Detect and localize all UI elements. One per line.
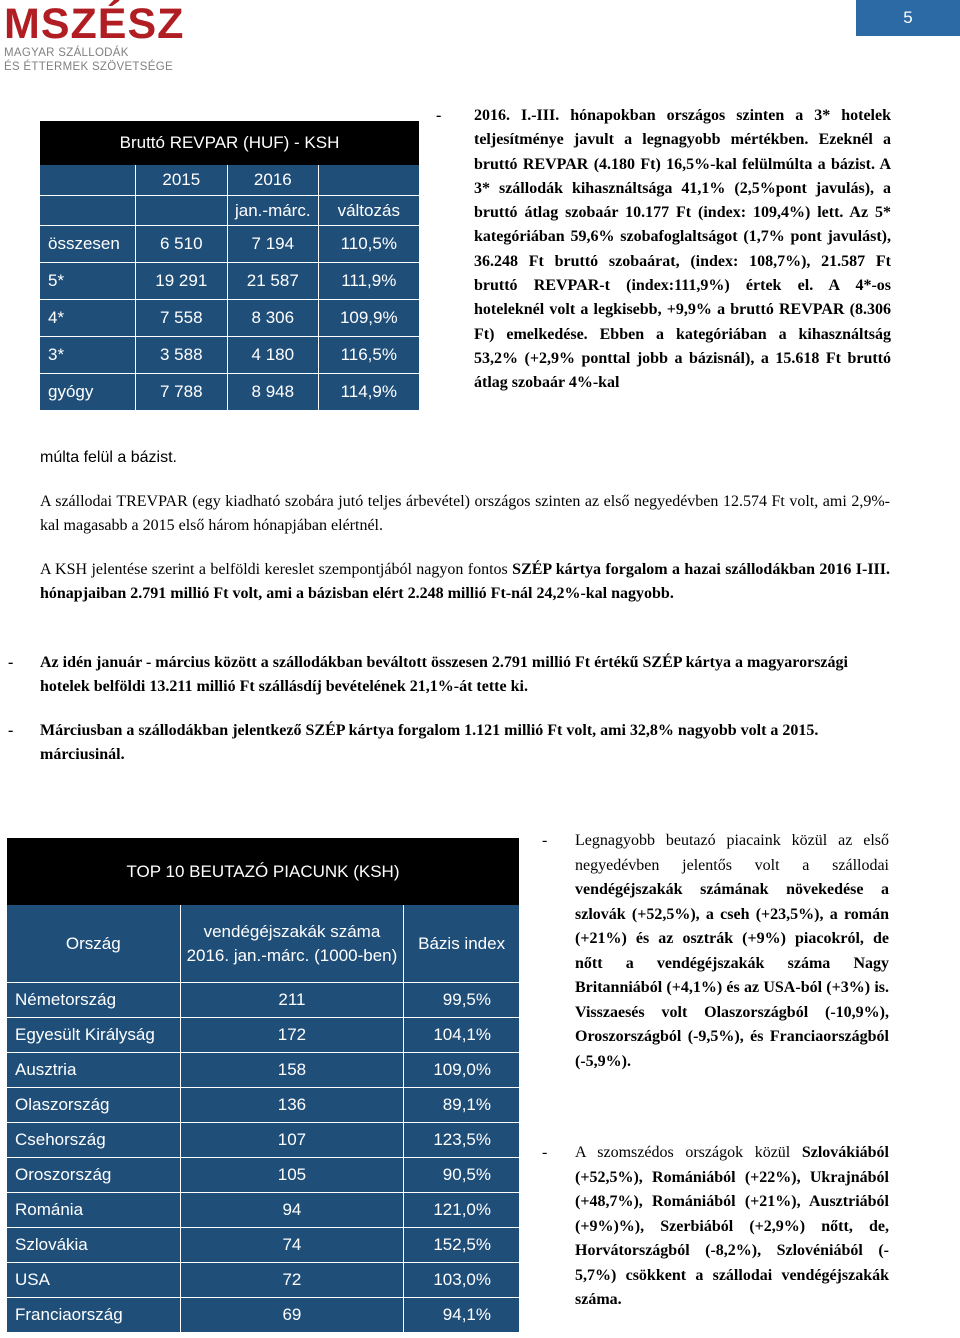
table-cell: 6 510: [136, 226, 229, 262]
row-label: 4*: [40, 300, 136, 336]
table-cell: 152,5%: [433, 1235, 491, 1254]
bullet-text: 2016. I.-III. hónapokban országos szinten a 3* hotelek teljesítménye javult a legnagyobb mértékben. Ezeknél a bruttó REVPAR (4.180 Ft) 16,5%-kal felülmúlta a bázist. A 3* szállodák kihasználtsága 41,1% (2,5%pont javulás), a bruttó átlag szobaár 10.177 Ft (index: 109,4%) lett. Az 5* kategóriában 59,6% szobafoglaltságot (1,7% pont javulást), 36.248 Ft bruttó szobaárat, (index: 108,7%), 21.587 Ft bruttó REVPAR-t (index:111,9%) értek el. A 4*-os hoteleknél volt a legkisebb, +9,9% a bruttó REVPAR (8.306 Ft) emelkedése. Ebben a kategóriában a kihasználtság 53,2% (+2,9% ponttal jobb a bázisnál), a 15.618 Ft bruttó átlag szobaár 4%-kal: [474, 107, 891, 392]
logo-subtitle-line2: ÉS ÉTTERMEK SZÖVETSÉGE: [4, 61, 173, 73]
table-cell: 105: [181, 1158, 405, 1192]
table-cell: 121,0%: [433, 1200, 491, 1219]
table-row: [40, 226, 419, 263]
page-number-badge: 5: [856, 0, 960, 36]
table-cell: 99,5%: [442, 990, 491, 1009]
top10-table-title: TOP 10 BEUTAZÓ PIACUNK (KSH): [7, 838, 519, 905]
country-cell: Csehország: [7, 1123, 181, 1157]
table-cell: 158: [181, 1053, 405, 1087]
bullet-dash: -: [542, 832, 548, 849]
table-cell: 7 788: [136, 374, 229, 410]
table-row: [40, 374, 419, 411]
table-row: [7, 1088, 519, 1123]
header-cell-country: Ország: [7, 905, 181, 982]
top10-table-grid: [7, 905, 519, 1332]
bullet-dash: -: [8, 654, 14, 671]
table-row: [40, 263, 419, 300]
table-row: [40, 337, 419, 374]
trevpar-paragraph: A szállodai TREVPAR (egy kiadható szobára jutó teljes árbevétel) országos szinten az első negyedévben 12.574 Ft volt, ami 2,9%-kal magasabb a 2015 első három hónapjában elértnél.: [40, 493, 890, 535]
header-cell-2015: 2015: [136, 165, 229, 195]
table-cell: [136, 196, 229, 225]
revpar-header-row: [40, 165, 419, 196]
bullet-text: [575, 1141, 889, 1313]
bullet-text: Márciusban a szállodákban jelentkező SZÉP kártya forgalom 1.121 millió Ft volt, ami 32,8% nagyobb volt a 2015. márciusinál.: [40, 722, 819, 764]
country-cell: Franciaország: [7, 1298, 181, 1332]
header-cell-2016: 2016: [228, 165, 319, 195]
table-cell: 3 588: [136, 337, 229, 373]
table-cell: 94,1%: [442, 1305, 491, 1324]
table-cell: [319, 165, 419, 195]
row-label: gyógy: [40, 374, 136, 410]
table-row: [7, 1053, 519, 1088]
country-cell: Oroszország: [7, 1158, 181, 1192]
table-cell: 116,5%: [340, 345, 397, 364]
table-cell: 111,9%: [341, 271, 397, 290]
bullet-dash: -: [542, 1144, 548, 1161]
revpar-subheader-row: [40, 196, 419, 226]
bullet-text-bold: Szlovákiából (+52,5%), Romániából (+22%), Ukrajnából (+48,7%), Romániából (+21%), Ausztriából (+9%)%), Szerbiából (+2,9%) nőtt, de, Horvátországból (-8,2%), Szlovéniából (- 5,7%) csökkent a szállodai vendégéjszakák száma.: [575, 1144, 889, 1308]
bullet-text: Az idén január - március között a szállodákban beváltott összesen 2.791 millió Ft értékű SZÉP kártya a magyarországi hotelek belföldi 13.211 millió Ft szállásdíj bevételének 21,1%-át tette ki.: [40, 654, 848, 696]
szep-paragraph: [40, 558, 890, 607]
row-label: 3*: [40, 337, 136, 373]
country-cell: Románia: [7, 1193, 181, 1227]
revpar-table: [40, 121, 419, 411]
country-cell: Ausztria: [7, 1053, 181, 1087]
header-cell-guest-nights: vendégéjszakák száma 2016. jan.-márc. (1000-ben): [181, 905, 405, 982]
country-cell: Egyesült Királyság: [7, 1018, 181, 1052]
row-label: összesen: [40, 226, 136, 262]
top-markets-bullet: [542, 829, 889, 1074]
revpar-table-grid: [40, 165, 419, 411]
table-cell: 7 194: [228, 226, 319, 262]
table-cell: [40, 196, 136, 225]
table-cell: 103,0%: [433, 1270, 491, 1289]
bullet-text: [575, 829, 889, 1074]
table-cell: 69: [181, 1298, 405, 1332]
table-cell: 114,9%: [340, 382, 397, 401]
revpar-analysis-bullet: [436, 104, 891, 396]
table-cell: 109,9%: [339, 308, 398, 327]
table-row: [7, 1158, 519, 1193]
table-cell: [40, 165, 136, 195]
top10-markets-table: [7, 838, 519, 1332]
table-cell: 123,5%: [433, 1130, 491, 1149]
szep-paragraph-highlight: SZÉP kártya forgalom a hazai szállodákban 2016 I-III. hónapjaiban 2.791 millió Ft volt, ami a bázisban elért 2.248 millió Ft-nál 24,2%-kal nagyobb.: [40, 561, 891, 603]
bullet-text-plain: Legnagyobb beutazó piacaink közül az első negyedévben jelentős volt a szállodai: [575, 832, 889, 874]
list-item: [8, 719, 890, 768]
table-row: [7, 1123, 519, 1158]
table-cell: 8 306: [228, 300, 319, 336]
bullet-text-bold: vendégéjszakák számának növekedése a szlovák (+52,5%), a cseh (+23,5%), a román (+21%) és az osztrák (+9%) piacokról, de nőtt a vendégéjszakák száma Nagy Britanniából (+4,1%) és az USA-ból (+3%) is. Visszaesés volt Olaszországból (-10,9%), Oroszországból (-9,5%), és Franciaországból (-5,9%).: [575, 881, 889, 1070]
table-row: [40, 300, 419, 337]
revpar-table-title: Bruttó REVPAR (HUF) - KSH: [40, 121, 419, 165]
header-cell-change: változás: [337, 200, 400, 220]
logo-wordmark: MSZÉSZ: [4, 0, 185, 48]
header-cell-period: jan.-márc.: [228, 196, 319, 225]
table-cell: 7 558: [136, 300, 229, 336]
table-cell: 136: [181, 1088, 405, 1122]
table-cell: 19 291: [136, 263, 229, 299]
table-row: [7, 983, 519, 1018]
table-cell: 107: [181, 1123, 405, 1157]
country-cell: USA: [7, 1263, 181, 1297]
neighbour-countries-bullet: [542, 1141, 889, 1313]
revpar-note: múlta felül a bázist.: [40, 449, 177, 466]
header-cell-base-index: Bázis index: [418, 933, 506, 953]
country-cell: Olaszország: [7, 1088, 181, 1122]
bullet-dash: -: [8, 722, 14, 739]
bullet-text-plain: A szomszédos országok közül: [575, 1144, 802, 1161]
table-cell: 172: [181, 1018, 405, 1052]
country-cell: Németország: [7, 983, 181, 1017]
table-cell: 211: [181, 983, 405, 1017]
table-row: [7, 1193, 519, 1228]
table-row: [7, 1263, 519, 1298]
szep-paragraph-intro: A KSH jelentése szerint a belföldi kereslet szempontjából nagyon fontos: [40, 561, 513, 578]
top10-header-row: [7, 905, 519, 983]
country-cell: Szlovákia: [7, 1228, 181, 1262]
table-row: [7, 1298, 519, 1332]
bullet-dash: -: [436, 107, 442, 124]
logo-subtitle-line1: MAGYAR SZÁLLODÁK: [4, 47, 129, 59]
table-cell: 110,5%: [340, 234, 397, 253]
list-item: [8, 651, 890, 700]
table-cell: 8 948: [228, 374, 319, 410]
mszesz-logo: [4, 0, 185, 82]
table-cell: 72: [181, 1263, 405, 1297]
table-cell: 90,5%: [442, 1165, 491, 1184]
table-cell: 21 587: [228, 263, 319, 299]
table-row: [7, 1228, 519, 1263]
table-cell: 104,1%: [433, 1025, 491, 1044]
table-cell: 89,1%: [442, 1095, 491, 1114]
table-cell: 4 180: [228, 337, 319, 373]
row-label: 5*: [40, 263, 136, 299]
table-cell: 109,0%: [433, 1060, 491, 1079]
table-row: [7, 1018, 519, 1053]
table-cell: 94: [181, 1193, 405, 1227]
table-cell: 74: [181, 1228, 405, 1262]
